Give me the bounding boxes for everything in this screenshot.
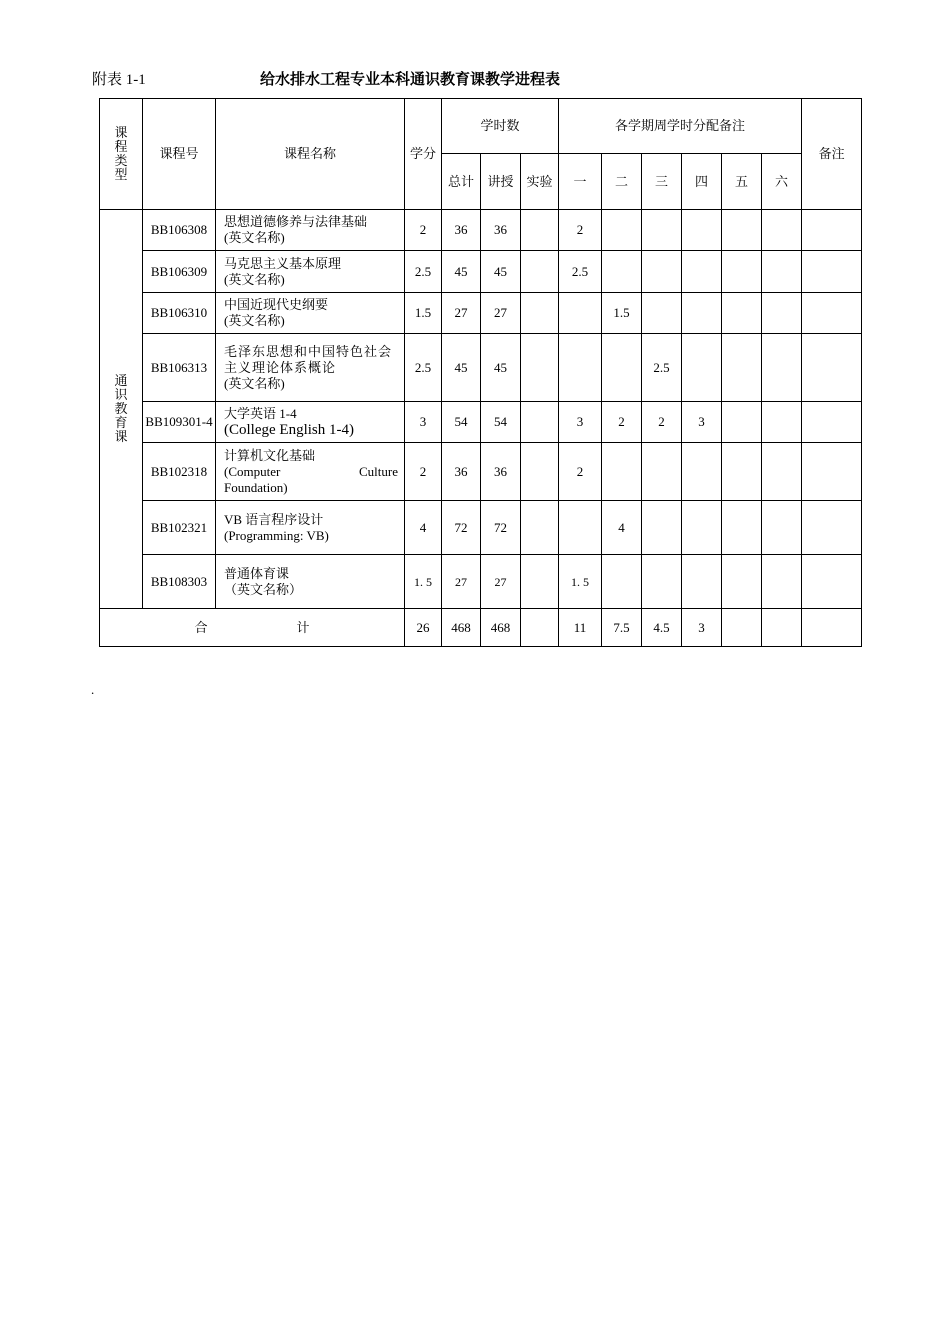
header-row-1 bbox=[100, 99, 862, 154]
total-row bbox=[100, 609, 862, 647]
header-credit: 学分 bbox=[405, 99, 442, 210]
header-remark: 备注 bbox=[802, 99, 862, 210]
table-number: 附表 1-1 bbox=[92, 72, 146, 88]
hours-lab bbox=[521, 251, 559, 293]
course-code: BB108303 bbox=[143, 555, 216, 609]
sem2-hours bbox=[602, 251, 642, 293]
sem2-hours: 2 bbox=[602, 402, 642, 443]
total-sem5 bbox=[722, 609, 762, 647]
total-sem4: 3 bbox=[682, 609, 722, 647]
sem6-hours bbox=[762, 334, 802, 402]
sem4-hours bbox=[682, 334, 722, 402]
remark bbox=[802, 334, 862, 402]
total-sem6 bbox=[762, 609, 802, 647]
sem6-hours bbox=[762, 555, 802, 609]
course-name: 马克思主义基本原理 (英文名称) bbox=[216, 251, 405, 293]
sem1-hours: 3 bbox=[559, 402, 602, 443]
remark bbox=[802, 251, 862, 293]
header-sem5: 五 bbox=[722, 154, 762, 210]
table-row bbox=[100, 334, 862, 402]
sem4-hours bbox=[682, 210, 722, 251]
sem2-hours bbox=[602, 443, 642, 501]
table-row bbox=[100, 402, 862, 443]
course-code: BB106309 bbox=[143, 251, 216, 293]
sem3-hours: 2 bbox=[642, 402, 682, 443]
sem2-hours bbox=[602, 555, 642, 609]
hours-lecture: 54 bbox=[481, 402, 521, 443]
table-row bbox=[100, 555, 862, 609]
table-row bbox=[100, 443, 862, 501]
remark bbox=[802, 501, 862, 555]
header-sem1: 一 bbox=[559, 154, 602, 210]
course-schedule-table bbox=[99, 98, 862, 647]
sem1-hours bbox=[559, 293, 602, 334]
header-semester-dist: 各学期周学时分配备注 bbox=[559, 99, 802, 154]
sem2-hours: 1.5 bbox=[602, 293, 642, 334]
sem1-hours bbox=[559, 501, 602, 555]
sem3-hours bbox=[642, 251, 682, 293]
footer-mark: . bbox=[91, 682, 95, 697]
remark bbox=[802, 402, 862, 443]
credit: 2 bbox=[405, 210, 442, 251]
sem1-hours bbox=[559, 334, 602, 402]
hours-total: 54 bbox=[442, 402, 481, 443]
credit: 3 bbox=[405, 402, 442, 443]
sem5-hours bbox=[722, 402, 762, 443]
hours-lab bbox=[521, 210, 559, 251]
hours-lab bbox=[521, 555, 559, 609]
credit: 2.5 bbox=[405, 251, 442, 293]
hours-total: 45 bbox=[442, 251, 481, 293]
category-cell: 通识教育课 bbox=[100, 210, 143, 609]
sem3-hours bbox=[642, 293, 682, 334]
credit: 4 bbox=[405, 501, 442, 555]
sem3-hours bbox=[642, 443, 682, 501]
sem6-hours bbox=[762, 402, 802, 443]
course-code: BB106308 bbox=[143, 210, 216, 251]
header-category: 课程类型 bbox=[100, 99, 143, 210]
sem4-hours: 3 bbox=[682, 402, 722, 443]
hours-lab bbox=[521, 334, 559, 402]
total-sem3: 4.5 bbox=[642, 609, 682, 647]
total-hours: 468 bbox=[442, 609, 481, 647]
hours-lab bbox=[521, 443, 559, 501]
course-code: BB102318 bbox=[143, 443, 216, 501]
header-sem2: 二 bbox=[602, 154, 642, 210]
sem1-hours: 1. 5 bbox=[559, 555, 602, 609]
header-sem4: 四 bbox=[682, 154, 722, 210]
page-title bbox=[92, 68, 872, 90]
sem2-hours bbox=[602, 334, 642, 402]
hours-lecture: 36 bbox=[481, 443, 521, 501]
table-title: 给水排水工程专业本科通识教育课教学进程表 bbox=[260, 70, 561, 88]
credit: 1. 5 bbox=[405, 555, 442, 609]
hours-lecture: 45 bbox=[481, 334, 521, 402]
hours-lab bbox=[521, 293, 559, 334]
sem6-hours bbox=[762, 443, 802, 501]
table-row bbox=[100, 501, 862, 555]
sem2-hours: 4 bbox=[602, 501, 642, 555]
sem4-hours bbox=[682, 555, 722, 609]
credit: 2 bbox=[405, 443, 442, 501]
header-code: 课程号 bbox=[143, 99, 216, 210]
header-total: 总计 bbox=[442, 154, 481, 210]
course-name: 思想道德修养与法律基础 (英文名称) bbox=[216, 210, 405, 251]
sem6-hours bbox=[762, 293, 802, 334]
total-label: 合 计 bbox=[100, 609, 405, 647]
table-row bbox=[100, 251, 862, 293]
sem5-hours bbox=[722, 555, 762, 609]
hours-total: 27 bbox=[442, 555, 481, 609]
sem5-hours bbox=[722, 334, 762, 402]
total-sem1: 11 bbox=[559, 609, 602, 647]
header-sem3: 三 bbox=[642, 154, 682, 210]
course-code: BB106310 bbox=[143, 293, 216, 334]
course-name: 普通体育课 （英文名称） bbox=[216, 555, 405, 609]
sem1-hours: 2 bbox=[559, 210, 602, 251]
total-sem2: 7.5 bbox=[602, 609, 642, 647]
sem6-hours bbox=[762, 501, 802, 555]
sem6-hours bbox=[762, 251, 802, 293]
course-name: 计算机文化基础 (Computer Culture Foundation) bbox=[216, 443, 405, 501]
sem5-hours bbox=[722, 251, 762, 293]
course-code: BB102321 bbox=[143, 501, 216, 555]
header-sem6: 六 bbox=[762, 154, 802, 210]
course-name: 毛泽东思想和中国特色社会主义理论体系概论 (英文名称) bbox=[216, 334, 405, 402]
credit: 2.5 bbox=[405, 334, 442, 402]
remark bbox=[802, 443, 862, 501]
course-code: BB106313 bbox=[143, 334, 216, 402]
sem1-hours: 2 bbox=[559, 443, 602, 501]
hours-lecture: 45 bbox=[481, 251, 521, 293]
hours-lecture: 27 bbox=[481, 293, 521, 334]
hours-lecture: 36 bbox=[481, 210, 521, 251]
total-credit: 26 bbox=[405, 609, 442, 647]
sem2-hours bbox=[602, 210, 642, 251]
sem4-hours bbox=[682, 251, 722, 293]
course-name: VB 语言程序设计 (Programming: VB) bbox=[216, 501, 405, 555]
credit: 1.5 bbox=[405, 293, 442, 334]
header-name: 课程名称 bbox=[216, 99, 405, 210]
course-code: BB109301-4 bbox=[143, 402, 216, 443]
remark bbox=[802, 555, 862, 609]
hours-total: 45 bbox=[442, 334, 481, 402]
remark bbox=[802, 293, 862, 334]
course-name: 大学英语 1-4 (College English 1-4) bbox=[216, 402, 405, 443]
hours-lecture: 27 bbox=[481, 555, 521, 609]
remark bbox=[802, 210, 862, 251]
sem1-hours: 2.5 bbox=[559, 251, 602, 293]
sem3-hours bbox=[642, 555, 682, 609]
sem5-hours bbox=[722, 210, 762, 251]
header-hours: 学时数 bbox=[442, 99, 559, 154]
sem3-hours bbox=[642, 501, 682, 555]
sem4-hours bbox=[682, 501, 722, 555]
sem4-hours bbox=[682, 443, 722, 501]
sem5-hours bbox=[722, 293, 762, 334]
sem3-hours bbox=[642, 210, 682, 251]
hours-lecture: 72 bbox=[481, 501, 521, 555]
hours-total: 36 bbox=[442, 443, 481, 501]
sem3-hours: 2.5 bbox=[642, 334, 682, 402]
hours-total: 27 bbox=[442, 293, 481, 334]
sem5-hours bbox=[722, 443, 762, 501]
total-lecture: 468 bbox=[481, 609, 521, 647]
table-row bbox=[100, 293, 862, 334]
hours-lab bbox=[521, 402, 559, 443]
course-name: 中国近现代史纲要 (英文名称) bbox=[216, 293, 405, 334]
hours-total: 36 bbox=[442, 210, 481, 251]
sem4-hours bbox=[682, 293, 722, 334]
total-remark bbox=[802, 609, 862, 647]
hours-lab bbox=[521, 501, 559, 555]
header-lecture: 讲授 bbox=[481, 154, 521, 210]
hours-total: 72 bbox=[442, 501, 481, 555]
total-lab bbox=[521, 609, 559, 647]
sem6-hours bbox=[762, 210, 802, 251]
header-lab: 实验 bbox=[521, 154, 559, 210]
table-row bbox=[100, 210, 862, 251]
sem5-hours bbox=[722, 501, 762, 555]
